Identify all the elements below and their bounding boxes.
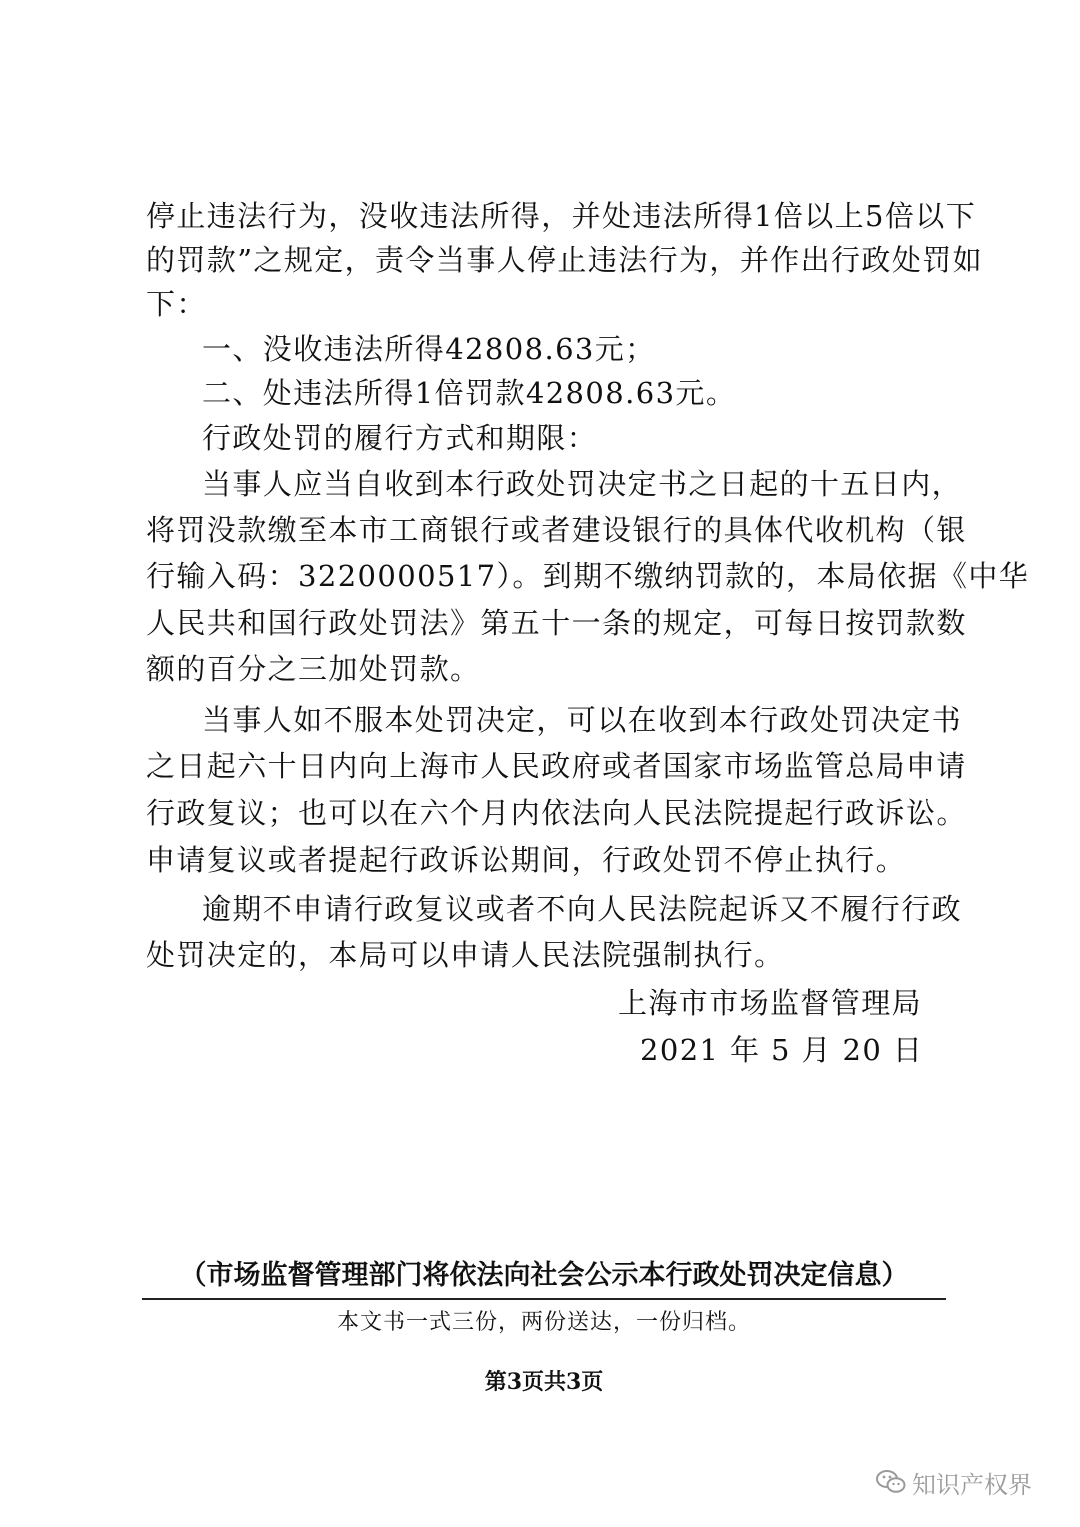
body-line: 申请复议或者提起行政诉讼期间，行政处罚不停止执行。 bbox=[146, 843, 907, 877]
penalty-item-2: 二、处违法所得1倍罚款42808.63元。 bbox=[202, 376, 737, 410]
body-line: 下： bbox=[146, 287, 207, 321]
copies-note: 本文书一式三份，两份送达，一份归档。 bbox=[336, 1310, 751, 1335]
body-line: 当事人应当自收到本行政处罚决定书之日起的十五日内， bbox=[202, 467, 963, 501]
body-line: 的罚款”之规定，责令当事人停止违法行为，并作出行政处罚如 bbox=[146, 243, 984, 277]
body-line: 将罚没款缴至本市工商银行或者建设银行的具体代收机构（银 bbox=[146, 513, 967, 547]
body-line: 当事人如不服本处罚决定，可以在收到本行政处罚决定书 bbox=[202, 703, 963, 737]
issuing-authority: 上海市市场监督管理局 bbox=[618, 986, 923, 1020]
body-line: 逾期不申请行政复议或者不向人民法院起诉又不履行行政 bbox=[202, 892, 963, 926]
divider bbox=[142, 1298, 946, 1300]
body-line: 处罚决定的，本局可以申请人民法院强制执行。 bbox=[146, 938, 785, 972]
body-line: 停止违法行为，没收违法所得，并处违法所得1倍以上5倍以下 bbox=[146, 199, 977, 233]
body-line: 行政复议；也可以在六个月内依法向人民法院提起行政诉讼。 bbox=[146, 796, 967, 830]
wechat-icon bbox=[876, 1469, 906, 1495]
body-line: 行输入码：3220000517）。到期不缴纳罚款的，本局依据《中华 bbox=[146, 559, 1030, 593]
disclosure-notice: （市场监督管理部门将依法向社会公示本行政处罚决定信息） bbox=[179, 1260, 909, 1291]
section-heading: 行政处罚的履行方式和期限： bbox=[202, 421, 598, 455]
body-line: 之日起六十日内向上海市人民政府或者国家市场监管总局申请 bbox=[146, 749, 967, 783]
body-line: 人民共和国行政处罚法》第五十一条的规定，可每日按罚款数 bbox=[146, 606, 967, 640]
watermark-text: 知识产权界 bbox=[912, 1470, 1032, 1499]
page-number: 第3页共3页 bbox=[484, 1369, 604, 1395]
issue-date: 2021 年 5 月 20 日 bbox=[640, 1033, 924, 1067]
penalty-item-1: 一、没收违法所得42808.63元； bbox=[202, 332, 656, 366]
body-line: 额的百分之三加处罚款。 bbox=[146, 652, 481, 686]
watermark bbox=[876, 1462, 1032, 1502]
